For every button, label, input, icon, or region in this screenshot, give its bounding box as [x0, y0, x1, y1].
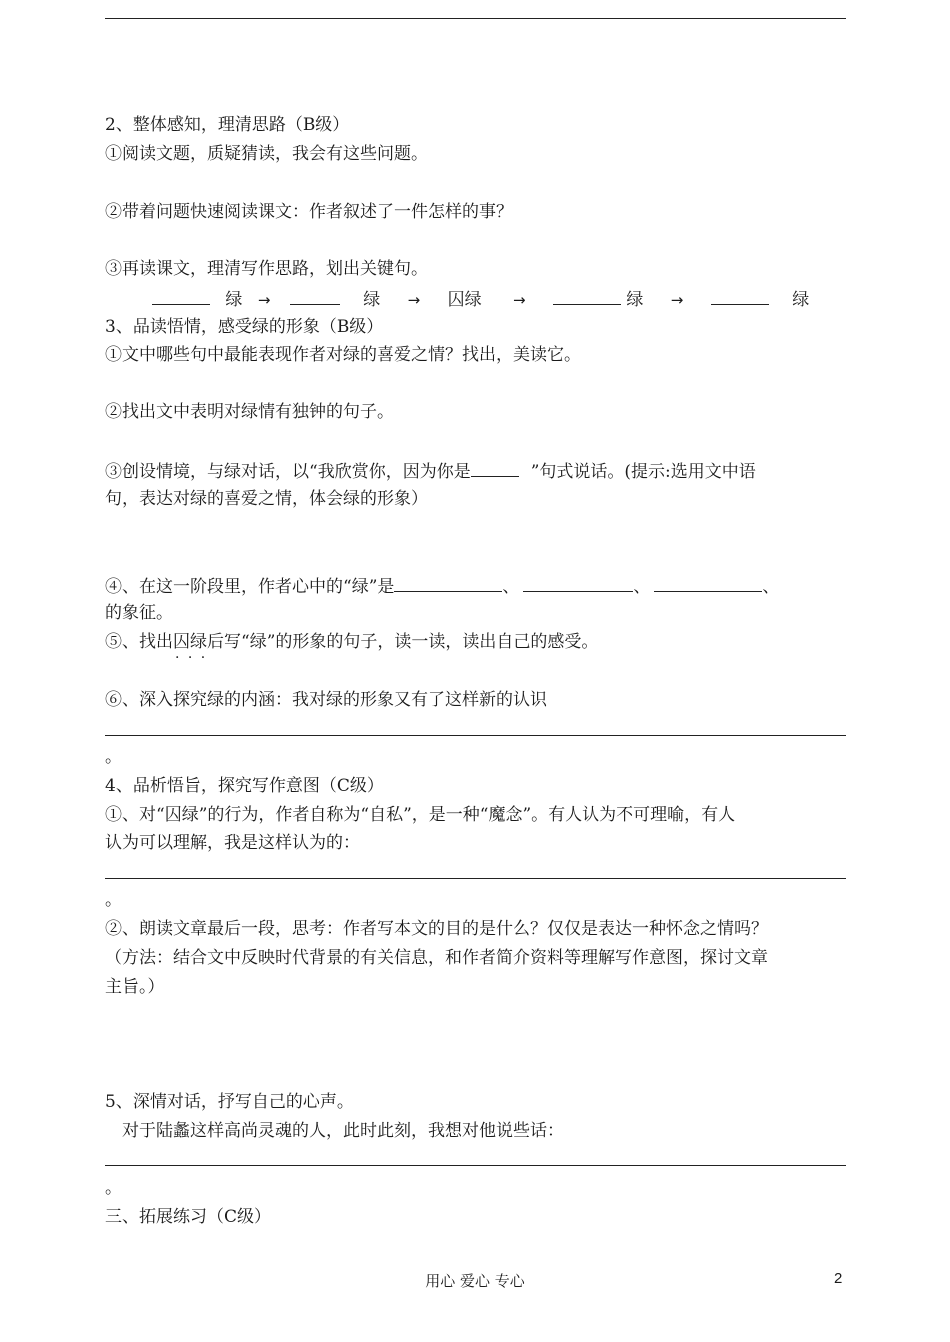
- question-text: 认为可以理解，我是这样认为的：: [105, 833, 360, 853]
- question-text: ②找出文中表明对绿情有独钟的句子。: [105, 402, 394, 422]
- emphasized-text: 囚绿后 · · ·: [173, 631, 224, 653]
- flow-item: 绿: [792, 290, 810, 310]
- separator: 、: [633, 577, 651, 597]
- section-2-heading: 2、整体感知，理清思路（B级）: [105, 115, 350, 135]
- answer-blank[interactable]: [152, 287, 210, 305]
- page-number: 2: [834, 1270, 843, 1287]
- section-5-heading: 5、深情对话，抒写自己的心声。: [105, 1092, 354, 1112]
- question-text: ①、对“囚绿”的行为，作者自称为“自私”，是一种“魔念”。有人认为不可理喻，有人: [105, 805, 736, 825]
- flow-chart-row: [152, 287, 809, 311]
- answer-blank[interactable]: [523, 574, 633, 592]
- question-fragment: ⑤、找出: [105, 632, 173, 652]
- question-text: ②、朗读文章最后一段，思考：作者写本文的目的是什么？仅仅是表达一种怀念之情吗？: [105, 919, 768, 939]
- flow-item: 绿: [363, 290, 381, 310]
- section-4-heading: 4、品析悟旨，探究写作意图（C级）: [105, 776, 384, 796]
- header-rule: [105, 18, 846, 19]
- separator: 、: [502, 577, 520, 597]
- answer-blank[interactable]: [471, 459, 519, 477]
- question-text: 的象征。: [105, 603, 173, 623]
- arrow-icon: →: [257, 291, 271, 309]
- period: 。: [105, 890, 122, 910]
- flow-item: 囚绿: [447, 290, 482, 310]
- flow-item: 绿: [626, 290, 644, 310]
- arrow-icon: →: [407, 291, 421, 309]
- question-text: [105, 459, 756, 483]
- period: 。: [105, 747, 122, 767]
- period: 。: [105, 1178, 122, 1198]
- section-extend-heading: 三、拓展练习（C级）: [105, 1207, 272, 1227]
- question-text: ⑥、深入探究绿的内涵：我对绿的形象又有了这样新的认识: [105, 690, 547, 710]
- question-text: ③再读课文，理清写作思路，划出关键句。: [105, 259, 428, 279]
- question-text: [105, 631, 598, 653]
- footer-motto: 用心 爱心 专心: [425, 1272, 525, 1290]
- question-text: 对于陆蠡这样高尚灵魂的人，此时此刻，我想对他说些话：: [122, 1121, 564, 1141]
- flow-item: 绿: [225, 290, 243, 310]
- answer-blank[interactable]: [394, 574, 502, 592]
- answer-blank[interactable]: [290, 287, 340, 305]
- answer-blank[interactable]: [711, 287, 769, 305]
- question-text: ①文中哪些句中最能表现作者对绿的喜爱之情？找出，美读它。: [105, 345, 581, 365]
- answer-line[interactable]: [105, 878, 846, 879]
- answer-line[interactable]: [105, 735, 846, 736]
- question-text: ②带着问题快速阅读课文：作者叙述了一件怎样的事？: [105, 202, 513, 222]
- question-fragment: ”句式说话。(提示:选用文中语: [530, 462, 756, 482]
- question-text: ①阅读文题，质疑猜读，我会有这些问题。: [105, 144, 428, 164]
- question-text: 句，表达对绿的喜爱之情，体会绿的形象）: [105, 489, 428, 509]
- answer-line[interactable]: [105, 1165, 846, 1166]
- question-text: （方法：结合文中反映时代背景的有关信息，和作者简介资料等理解写作意图，探讨文章: [105, 948, 768, 968]
- arrow-icon: →: [513, 291, 526, 309]
- question-fragment: 写“绿”的形象的句子，读一读，读出自己的感受。: [224, 632, 599, 652]
- question-fragment: ③创设情境，与绿对话，以“我欣赏你，因为你是: [105, 462, 471, 482]
- answer-blank[interactable]: [654, 574, 762, 592]
- answer-blank[interactable]: [553, 287, 621, 305]
- section-3-heading: 3、品读悟情，感受绿的形象（B级）: [105, 317, 384, 337]
- question-text: 主旨。）: [105, 977, 165, 997]
- separator: 、: [762, 577, 780, 597]
- question-fragment: ④、在这一阶段里，作者心中的“绿”是: [105, 577, 395, 597]
- question-text: [105, 574, 779, 598]
- arrow-icon: →: [670, 291, 684, 309]
